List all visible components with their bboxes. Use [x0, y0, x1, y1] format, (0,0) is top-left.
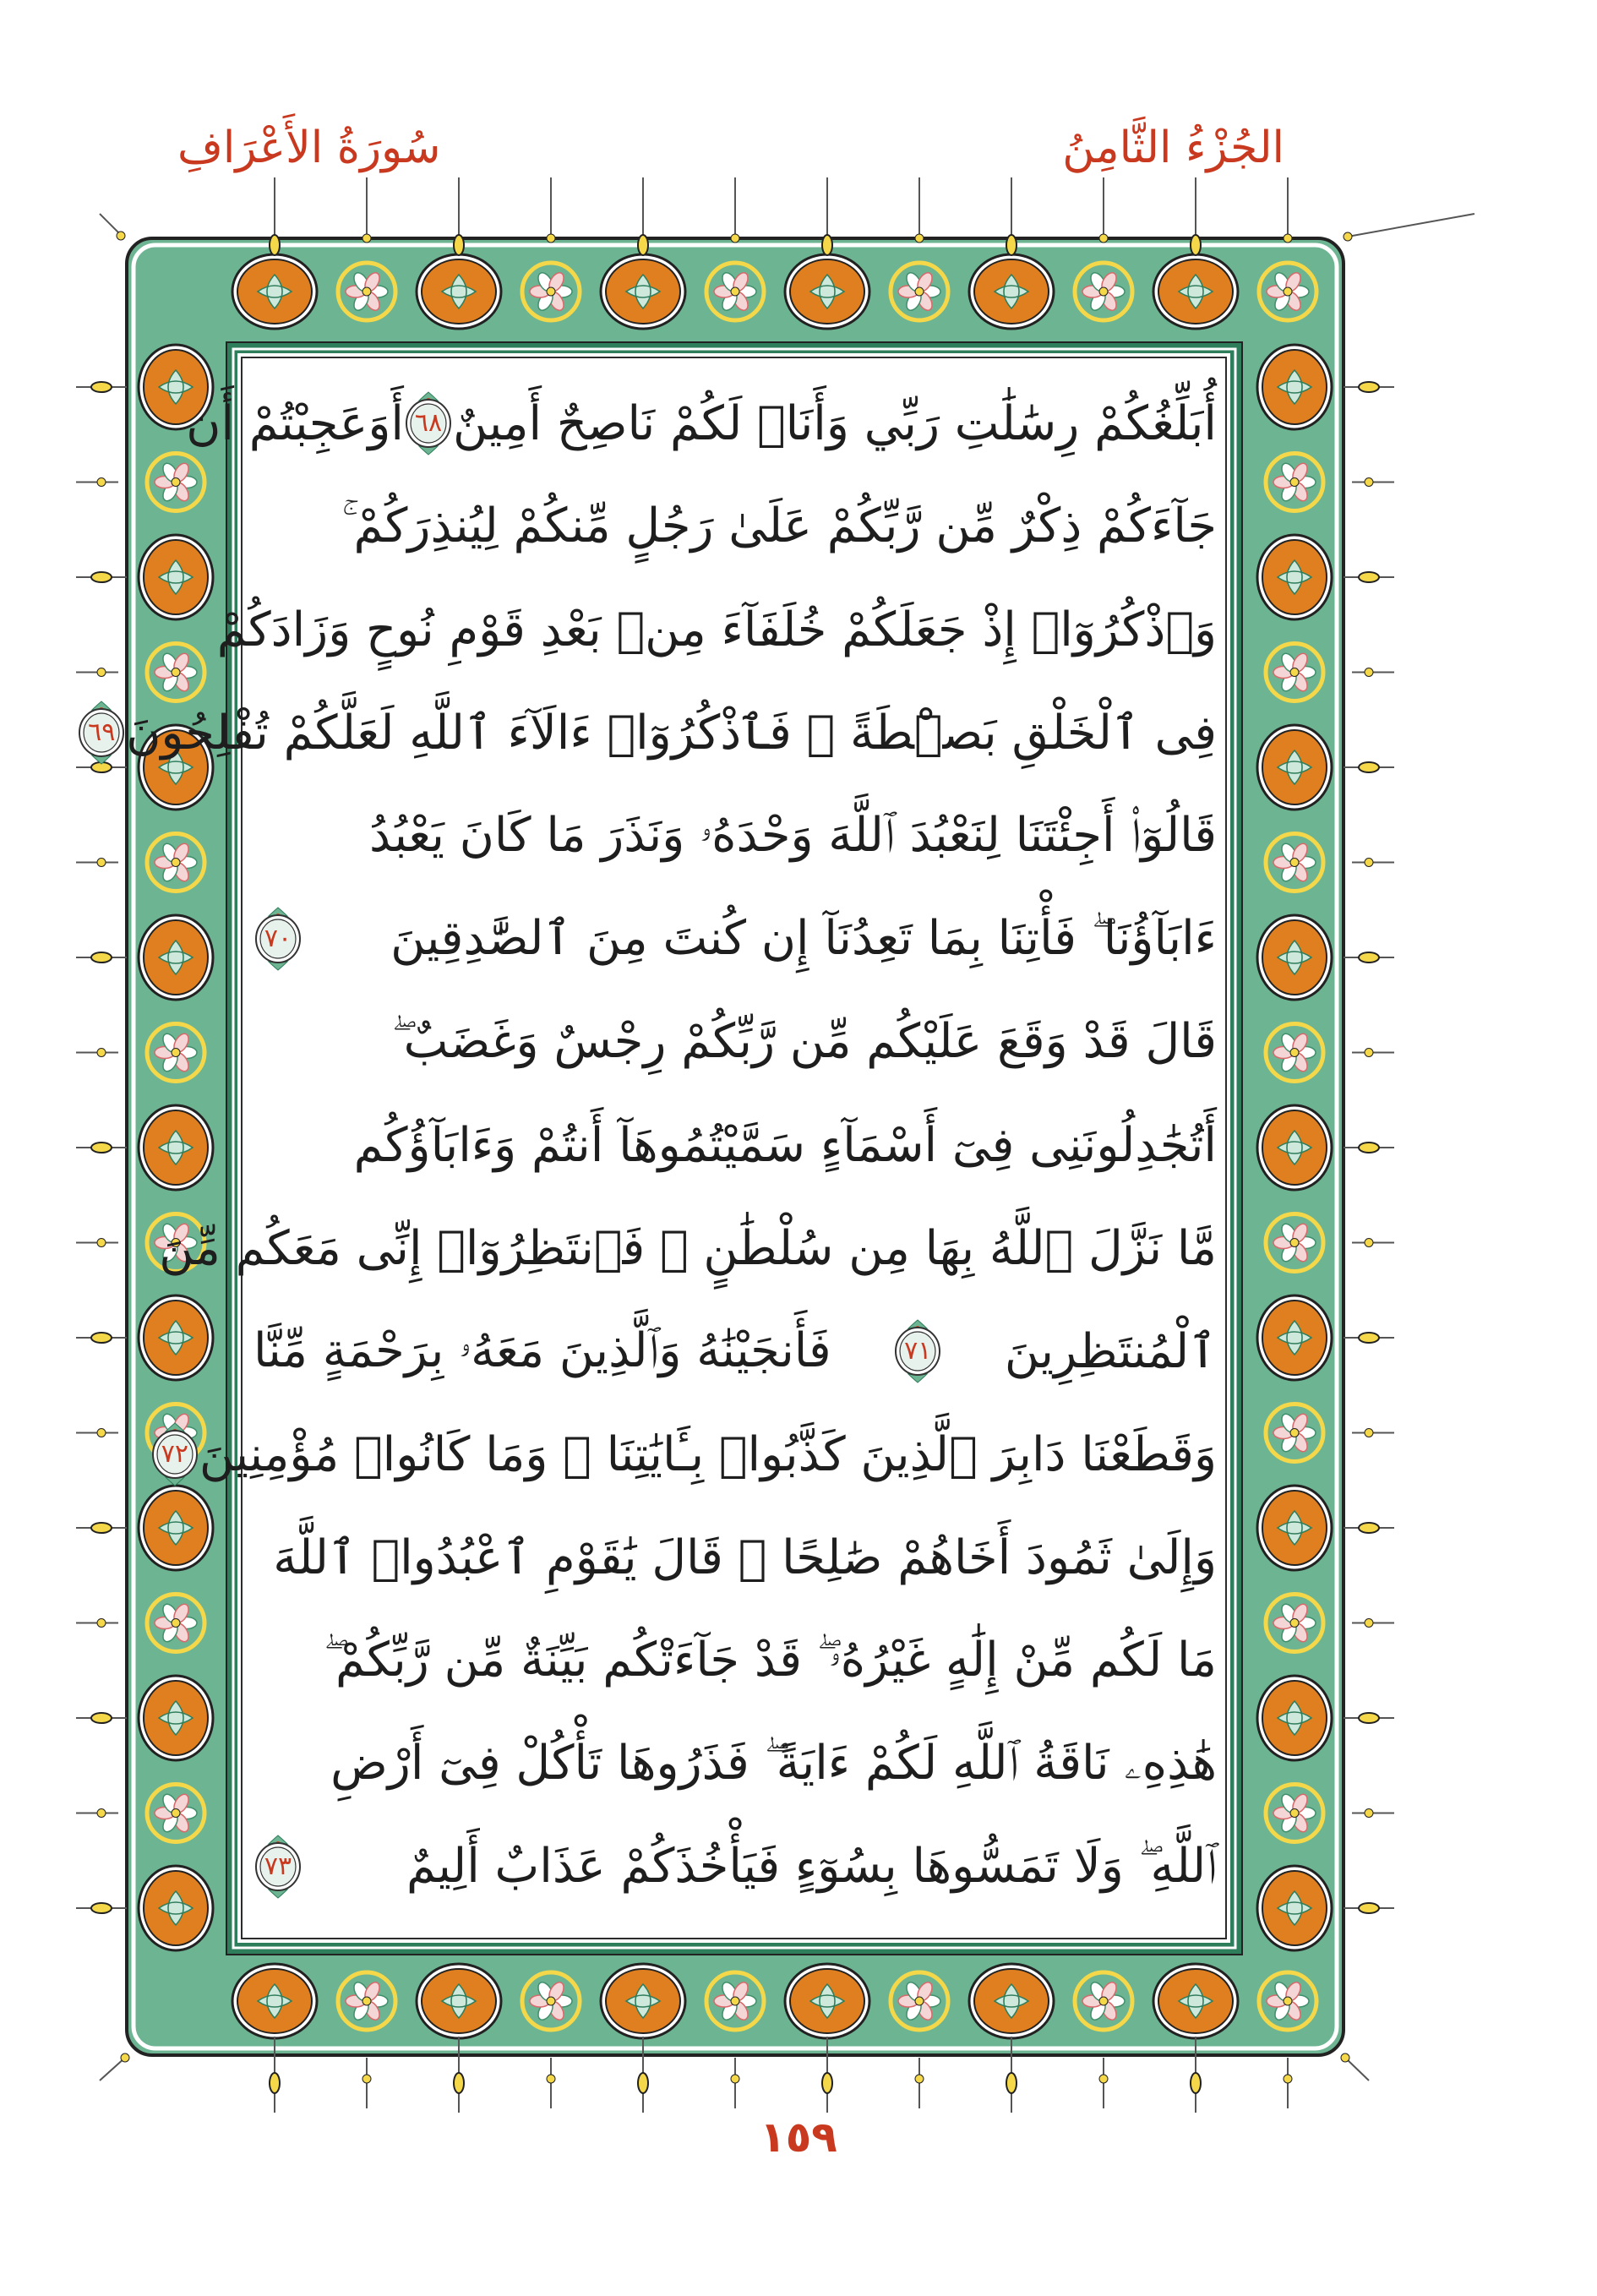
orange-medallion — [139, 1866, 213, 1950]
verse-text: مَّا نَزَّلَ ٱللَّهُ بِهَا مِن سُلْطَٰنٍ ۚ فَٱنتَظِرُوٓا۟ إِنِّى مَعَكُم مِّنَ — [159, 1220, 1217, 1276]
border-bud — [454, 2073, 464, 2093]
border-bud — [91, 1523, 112, 1533]
border-bud — [822, 235, 832, 255]
ayah-marker — [253, 906, 303, 972]
ayah-marker — [150, 1421, 199, 1487]
border-bud — [638, 2073, 648, 2093]
orange-medallion — [601, 1964, 685, 2038]
border-dot — [1365, 1239, 1373, 1247]
border-bud — [91, 1713, 112, 1723]
verse-text: ٱللَّهِ ۖ وَلَا تَمَسُّوهَا بِسُوٓءٍ فَيَأْخُذَكُمْ عَذَابٌ أَلِيمٌ — [406, 1839, 1217, 1894]
border-dot — [1344, 232, 1352, 241]
orange-medallion — [1257, 1866, 1332, 1950]
text-line — [253, 1300, 1217, 1403]
surah-title: سُورَةُ الأَعْرَافِ — [177, 123, 441, 173]
border-bud — [1359, 572, 1379, 582]
ayah-number: ٦٩ — [88, 717, 116, 747]
border-dot — [1365, 1619, 1373, 1628]
orange-medallion — [1257, 725, 1332, 810]
text-line — [186, 372, 1217, 475]
ayah-number: ٦٨ — [414, 408, 443, 438]
orange-medallion — [139, 535, 213, 619]
verse-text: ٱلْمُنتَظِرِينَ — [1004, 1323, 1217, 1379]
orange-medallion — [1257, 1295, 1332, 1380]
border-dot — [1284, 2075, 1292, 2083]
border-dot — [97, 1619, 106, 1628]
border-dot — [731, 234, 739, 243]
text-line — [253, 990, 1217, 1093]
border-dot — [362, 2075, 371, 2083]
border-tick — [1348, 214, 1474, 237]
ayah-number: ٧٢ — [161, 1439, 189, 1469]
border-dot — [97, 1049, 106, 1057]
border-bud — [91, 572, 112, 582]
verse-text: وَٱذْكُرُوٓا۟ إِذْ جَعَلَكُمْ خُلَفَآءَ مِنۢ بَعْدِ قَوْمِ نُوحٍ وَزَادَكُمْ — [216, 602, 1217, 657]
orange-medallion — [139, 1486, 213, 1570]
orange-medallion — [139, 1676, 213, 1760]
border-bud — [270, 235, 280, 255]
orange-medallion — [1257, 345, 1332, 429]
page-number: ١٥٩ — [760, 2113, 837, 2162]
orange-medallion — [1153, 254, 1238, 329]
orange-medallion — [1257, 1676, 1332, 1760]
orange-medallion — [417, 1964, 501, 2038]
border-dot — [1099, 2075, 1108, 2083]
text-line — [88, 681, 1217, 784]
border-dot — [1341, 2053, 1349, 2062]
border-dot — [1365, 1049, 1373, 1057]
ayah-number: ٧١ — [904, 1336, 932, 1366]
border-bud — [1191, 235, 1201, 255]
border-bud — [91, 1333, 112, 1343]
juz-title: الجُزْءُ الثَّامِنُ — [1062, 123, 1284, 173]
orange-medallion — [1257, 535, 1332, 619]
border-dot — [97, 1239, 106, 1247]
border-bud — [91, 1143, 112, 1153]
text-line — [161, 1403, 1217, 1506]
border-dot — [547, 234, 555, 243]
border-dot — [915, 2075, 924, 2083]
orange-medallion — [1153, 1964, 1238, 2038]
border-dot — [97, 1809, 106, 1818]
border-bud — [1359, 1713, 1379, 1723]
ayah-marker — [77, 700, 126, 766]
orange-medallion — [1257, 1105, 1332, 1190]
border-dot — [97, 1429, 106, 1437]
orange-medallion — [785, 254, 869, 329]
verse-text: جَآءَكُمْ ذِكْرٌ مِّن رَّبِّكُمْ عَلَىٰ رَجُلٍ مِّنكُمْ لِيُنذِرَكُمْ ۚ — [341, 499, 1217, 554]
text-line — [253, 1093, 1217, 1197]
verse-text: أَتُجَٰدِلُونَنِى فِىٓ أَسْمَآءٍ سَمَّيْتُمُوهَآ أَنتُمْ وَءَابَآؤُكُم — [353, 1117, 1217, 1173]
border-bud — [91, 1903, 112, 1913]
verse-text: فَأَنجَيْنَٰهُ وَٱلَّذِينَ مَعَهُۥ بِرَحْمَةٍ مِّنَّا — [253, 1323, 831, 1378]
orange-medallion — [139, 1295, 213, 1380]
border-dot — [97, 478, 106, 487]
orange-medallion — [232, 1964, 317, 2038]
ayah-marker — [404, 390, 453, 456]
verse-text: فِى ٱلْخَلْقِ بَصْۜطَةً ۖ فَٱذْكُرُوٓا۟ ءَالَآءَ ٱللَّهِ لَعَلَّكُمْ تُفْلِحُونَ — [126, 705, 1217, 761]
text-line — [253, 1815, 1217, 1918]
border-bud — [1359, 382, 1379, 392]
border-bud — [1359, 952, 1379, 963]
verse-text: هَٰذِهِۦ نَاقَةُ ٱللَّهِ لَكُمْ ءَايَةً ۖ فَذَرُوهَا تَأْكُلْ فِىٓ أَرْضِ — [330, 1736, 1217, 1791]
border-bud — [1359, 1143, 1379, 1153]
verse-text: أَوَعَجِبْتُمْ أَن — [186, 395, 404, 451]
text-line — [216, 578, 1217, 681]
border-dot — [1365, 1809, 1373, 1818]
text-line — [253, 1712, 1217, 1815]
text-line — [253, 475, 1217, 578]
border-bud — [454, 235, 464, 255]
orange-medallion — [969, 1964, 1054, 2038]
text-line — [253, 1609, 1217, 1712]
border-dot — [1365, 668, 1373, 677]
border-dot — [915, 234, 924, 243]
orange-medallion — [969, 254, 1054, 329]
verse-text: وَقَطَعْنَا دَابِرَ ٱلَّذِينَ كَذَّبُوا۟ بِـَٔايَٰتِنَا ۖ وَمَا كَانُوا۟ مُؤْمِنِينَ — [199, 1426, 1217, 1482]
border-dot — [97, 668, 106, 677]
ayah-number: ٧٠ — [264, 924, 292, 953]
border-bud — [1006, 235, 1017, 255]
verse-text: ءَابَآؤُنَا ۖ فَأْتِنَا بِمَا تَعِدُنَآ إِن كُنتَ مِنَ ٱلصَّٰدِقِينَ — [390, 911, 1217, 966]
orange-medallion — [139, 1105, 213, 1190]
orange-medallion — [232, 254, 317, 329]
border-bud — [1359, 762, 1379, 772]
border-bud — [1006, 2073, 1017, 2093]
text-line — [253, 887, 1217, 990]
border-bud — [1359, 1903, 1379, 1913]
orange-medallion — [139, 915, 213, 1000]
border-dot — [1099, 234, 1108, 243]
verse-text: أُبَلِّغُكُمْ رِسَٰلَٰتِ رَبِّي وَأَنَا۠ لَكُمْ نَاصِحٌ أَمِينٌ — [452, 395, 1217, 451]
ayah-marker — [253, 1834, 303, 1900]
border-bud — [1191, 2073, 1201, 2093]
border-tick — [1345, 2058, 1369, 2081]
border-bud — [91, 382, 112, 392]
orange-medallion — [785, 1964, 869, 2038]
border-dot — [547, 2075, 555, 2083]
border-dot — [1365, 478, 1373, 487]
border-bud — [822, 2073, 832, 2093]
border-bud — [1359, 1333, 1379, 1343]
border-dot — [731, 2075, 739, 2083]
border-bud — [638, 235, 648, 255]
orange-medallion — [417, 254, 501, 329]
text-line — [253, 784, 1217, 887]
border-dot — [1284, 234, 1292, 243]
border-tick — [100, 2058, 125, 2081]
border-dot — [117, 232, 125, 240]
border-dot — [1365, 859, 1373, 867]
orange-medallion — [1257, 1486, 1332, 1570]
verse-text: قَالَ قَدْ وَقَعَ عَلَيْكُم مِّن رَّبِّكُمْ رِجْسٌ وَغَضَبٌ ۖ — [391, 1014, 1217, 1069]
border-dot — [121, 2053, 129, 2062]
text-line — [253, 1506, 1217, 1609]
verse-text: مَا لَكُم مِّنْ إِلَٰهٍ غَيْرُهُۥ ۖ قَدْ جَآءَتْكُم بَيِّنَةٌ مِّن رَّبِّكُمْ ۖ — [323, 1633, 1217, 1688]
verse-text: وَإِلَىٰ ثَمُودَ أَخَاهُمْ صَٰلِحًا ۗ قَالَ يَٰقَوْمِ ٱعْبُدُوا۟ ٱللَّهَ — [273, 1530, 1217, 1585]
verse-text: قَالُوٓا۟ أَجِئْتَنَا لِنَعْبُدَ ٱللَّهَ وَحْدَهُۥ وَنَذَرَ مَا كَانَ يَعْبُدُ — [369, 808, 1217, 863]
quran-text-block — [88, 372, 1217, 1927]
ayah-marker — [893, 1318, 942, 1384]
border-dot — [1365, 1429, 1373, 1437]
border-bud — [270, 2073, 280, 2093]
border-dot — [362, 234, 371, 243]
text-line — [159, 1197, 1217, 1300]
border-bud — [1359, 1523, 1379, 1533]
ayah-number: ٧٣ — [264, 1852, 292, 1881]
border-dot — [97, 859, 106, 867]
orange-medallion — [601, 254, 685, 329]
border-bud — [91, 952, 112, 963]
orange-medallion — [1257, 915, 1332, 1000]
